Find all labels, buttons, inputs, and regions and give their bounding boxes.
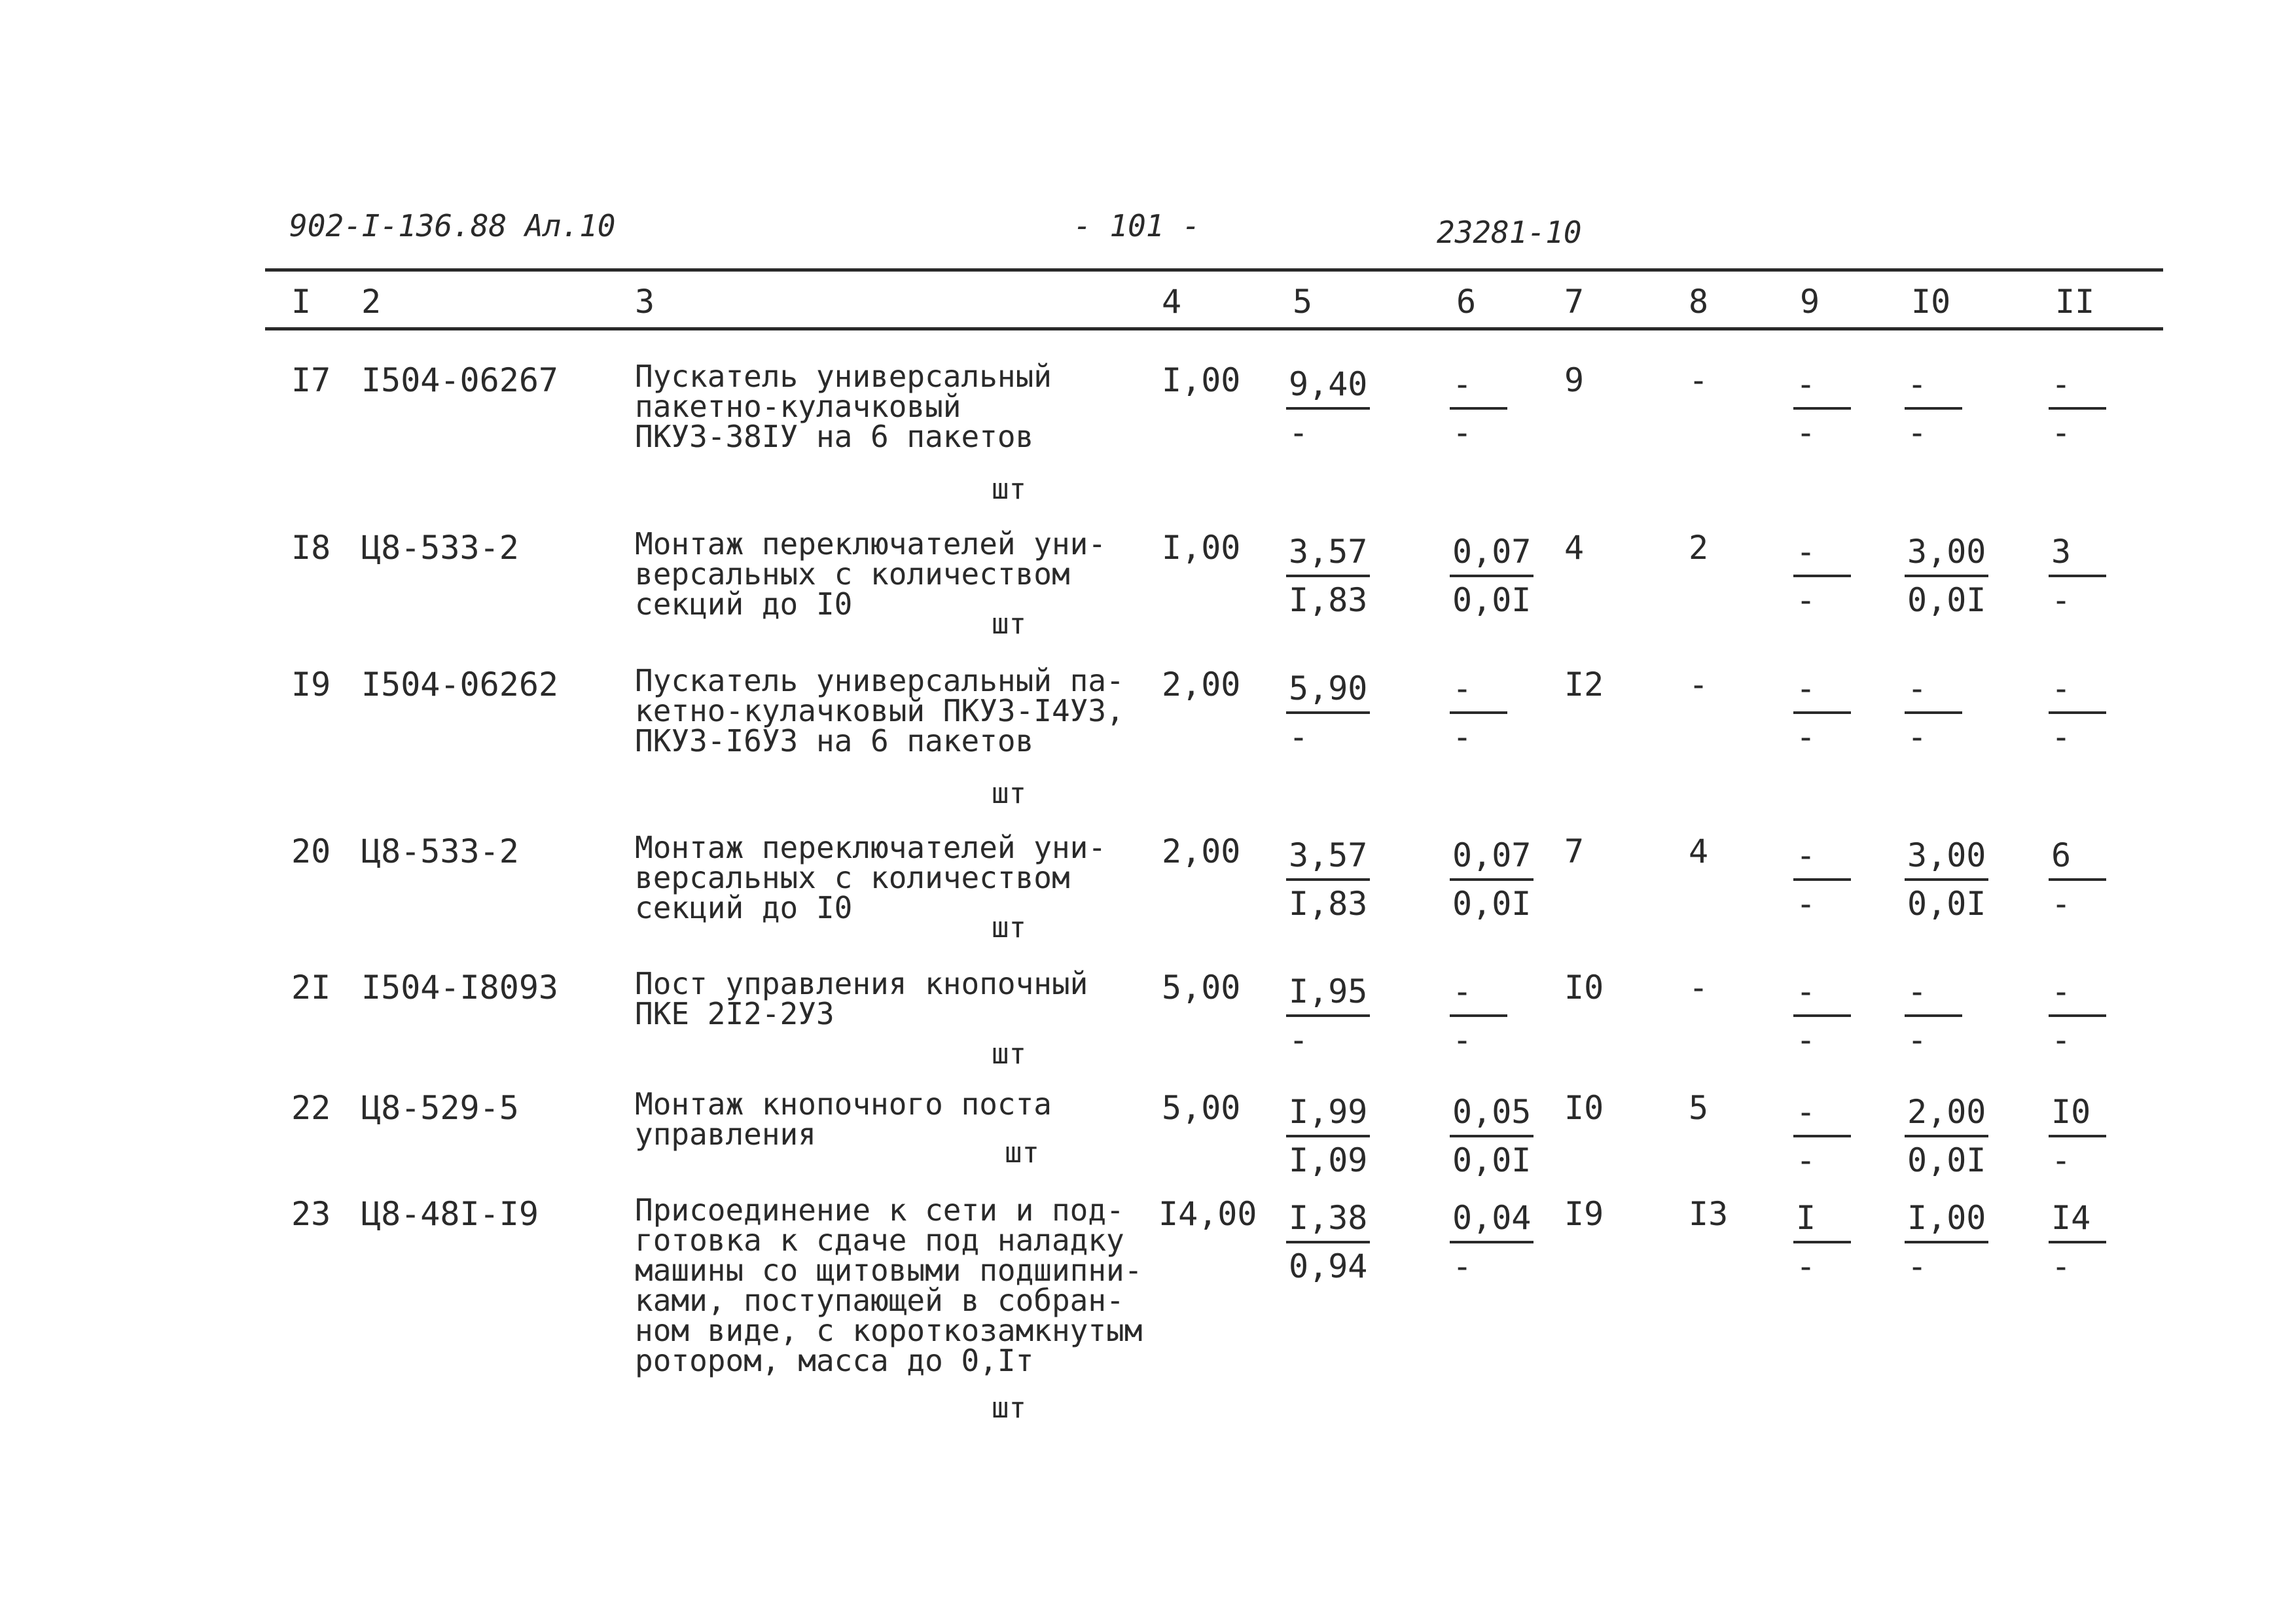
column-header-4: 4: [1162, 283, 1182, 321]
page-number: - 101 -: [1073, 208, 1200, 243]
description-line: ном виде, с короткозамкнутым: [635, 1313, 1143, 1348]
column-header-5: 5: [1293, 283, 1313, 321]
col11-value: [2049, 361, 2106, 455]
col11-value: [2049, 1089, 2106, 1183]
row-number: 2I: [291, 969, 331, 1007]
col6-top: -: [1450, 666, 1507, 714]
col9-bottom: -: [1796, 1141, 1816, 1179]
col8-value: 2: [1689, 529, 1709, 567]
description-line: ПКУЗ-I6УЗ на 6 пакетов: [635, 723, 1034, 758]
col5-top: 3,57: [1286, 529, 1370, 577]
row-number: 23: [291, 1195, 331, 1233]
col9-value: [1793, 969, 1851, 1063]
col9-bottom: -: [1796, 718, 1816, 756]
description-line: управления: [635, 1116, 816, 1152]
unit-label: шт: [992, 1391, 1026, 1425]
description-line: ПКУЗ-38IУ на 6 пакетов: [635, 419, 1034, 454]
row-description: [635, 1086, 1052, 1152]
unit-label: шт: [992, 1037, 1026, 1071]
col6-top: 0,04: [1450, 1195, 1534, 1243]
col11-bottom: -: [2051, 718, 2072, 756]
col8-value: -: [1689, 969, 1709, 1007]
col11-top: I4: [2049, 1195, 2106, 1243]
unit-label: шт: [992, 607, 1026, 641]
col11-value: [2049, 529, 2106, 623]
row-description: [635, 526, 1107, 622]
col5-bottom: -: [1289, 1021, 1309, 1059]
col10-bottom: -: [1907, 1021, 1928, 1059]
table-header-rule: [265, 327, 2163, 330]
col11-top: -: [2049, 361, 2106, 410]
col6-bottom: -: [1452, 1247, 1473, 1285]
col10-value: [1905, 1195, 1988, 1289]
column-header-1: I: [291, 283, 312, 321]
col11-top: -: [2049, 969, 2106, 1017]
col5-top: 3,57: [1286, 832, 1370, 881]
col11-bottom: -: [2051, 581, 2072, 619]
col7-value: I9: [1564, 1195, 1604, 1233]
col8-value: 4: [1689, 832, 1709, 870]
table-top-rule: [265, 268, 2163, 272]
col5-bottom: -: [1289, 414, 1309, 452]
col5-bottom: I,83: [1289, 885, 1368, 923]
column-header-2: 2: [361, 283, 382, 321]
quantity: I,00: [1162, 361, 1241, 399]
col7-value: I2: [1564, 666, 1604, 704]
col11-top: I0: [2049, 1089, 2106, 1137]
col6-bottom: -: [1452, 718, 1473, 756]
col10-bottom: -: [1907, 718, 1928, 756]
row-description: [635, 966, 1088, 1031]
description-line: Пускатель универсальный: [635, 359, 1052, 394]
description-line: версальных с количеством: [635, 860, 1070, 895]
col11-top: -: [2049, 666, 2106, 714]
col11-top: 6: [2049, 832, 2106, 881]
document-code: 902-I-136.88 Ал.10: [289, 208, 616, 243]
col9-top: -: [1793, 969, 1851, 1017]
column-header-10: I0: [1911, 283, 1951, 321]
column-header-3: 3: [635, 283, 655, 321]
col5-top: I,99: [1286, 1089, 1370, 1137]
quantity: I,00: [1162, 529, 1241, 567]
unit-label: шт: [992, 911, 1026, 944]
unit-label: шт: [992, 777, 1026, 810]
quantity: I4,00: [1158, 1195, 1257, 1233]
col11-bottom: -: [2051, 414, 2072, 452]
col8-value: -: [1689, 666, 1709, 704]
col6-top: -: [1450, 969, 1507, 1017]
quantity: 5,00: [1162, 1089, 1241, 1127]
col6-bottom: 0,0I: [1452, 1141, 1532, 1179]
col5-bottom: I,83: [1289, 581, 1368, 619]
col8-value: I3: [1689, 1195, 1729, 1233]
col5-top: 5,90: [1286, 666, 1370, 714]
col9-value: [1793, 832, 1851, 927]
col10-value: [1905, 666, 1962, 760]
col5-bottom: 0,94: [1289, 1247, 1368, 1285]
quantity: 5,00: [1162, 969, 1241, 1007]
unit-label: шт: [992, 473, 1026, 506]
col10-value: [1905, 361, 1962, 455]
row-number: 20: [291, 832, 331, 870]
description-line: Монтаж кнопочного поста: [635, 1086, 1052, 1122]
description-line: Монтаж переключателей уни-: [635, 830, 1107, 865]
col11-top: 3: [2049, 529, 2106, 577]
col10-top: -: [1905, 969, 1962, 1017]
col10-bottom: 0,0I: [1907, 1141, 1986, 1179]
description-line: пакетно-кулачковый: [635, 389, 961, 424]
col6-top: 0,07: [1450, 529, 1534, 577]
col11-value: [2049, 1195, 2106, 1289]
col7-value: 4: [1564, 529, 1585, 567]
column-header-9: 9: [1800, 283, 1820, 321]
col6-top: 0,05: [1450, 1089, 1534, 1137]
col10-top: 2,00: [1905, 1089, 1988, 1137]
col9-value: [1793, 361, 1851, 455]
col5-bottom: -: [1289, 718, 1309, 756]
col9-bottom: -: [1796, 885, 1816, 923]
col5-value: [1286, 529, 1370, 623]
page-header: [0, 0, 2296, 275]
col7-value: 7: [1564, 832, 1585, 870]
archive-number: 23281-10: [1437, 215, 1582, 250]
col5-value: [1286, 832, 1370, 927]
col9-bottom: -: [1796, 414, 1816, 452]
col11-value: [2049, 832, 2106, 927]
unit-label: шт: [1005, 1136, 1039, 1169]
col8-value: -: [1689, 361, 1709, 399]
col6-value: [1450, 832, 1534, 927]
col6-top: 0,07: [1450, 832, 1534, 881]
col9-bottom: -: [1796, 581, 1816, 619]
price-code: Ц8-529-5: [361, 1089, 519, 1127]
row-description: [635, 832, 1106, 923]
col11-value: [2049, 969, 2106, 1063]
col9-top: -: [1793, 529, 1851, 577]
row-number: I9: [291, 666, 331, 704]
col6-bottom: -: [1452, 414, 1473, 452]
row-description: [635, 361, 1052, 452]
col11-bottom: -: [2051, 1141, 2072, 1179]
description-line: готовка к сдаче под наладку: [635, 1222, 1124, 1258]
row-number: 22: [291, 1089, 331, 1127]
col5-top: I,95: [1286, 969, 1370, 1017]
col7-value: I0: [1564, 1089, 1604, 1127]
row-number: I8: [291, 529, 331, 567]
col6-value: [1450, 361, 1507, 455]
col10-bottom: -: [1907, 414, 1928, 452]
col10-bottom: 0,0I: [1907, 581, 1986, 619]
price-code: I504-I8093: [361, 969, 559, 1007]
col6-bottom: 0,0I: [1452, 885, 1532, 923]
col10-value: [1905, 529, 1988, 623]
col11-bottom: -: [2051, 1247, 2072, 1285]
col7-value: I0: [1564, 969, 1604, 1007]
price-code: I504-06262: [361, 666, 559, 704]
column-header-6: 6: [1456, 283, 1477, 321]
col10-top: I,00: [1905, 1195, 1988, 1243]
col6-value: [1450, 529, 1534, 623]
quantity: 2,00: [1162, 832, 1241, 870]
col5-value: [1286, 969, 1370, 1063]
col5-value: [1286, 1195, 1370, 1289]
col5-value: [1286, 666, 1370, 760]
col5-top: I,38: [1286, 1195, 1370, 1243]
col9-top: -: [1793, 832, 1851, 881]
col11-bottom: -: [2051, 885, 2072, 923]
col9-top: -: [1793, 1089, 1851, 1137]
col6-value: [1450, 1195, 1534, 1289]
col9-value: [1793, 666, 1851, 760]
col5-top: 9,40: [1286, 361, 1370, 410]
col10-bottom: 0,0I: [1907, 885, 1986, 923]
col8-value: 5: [1689, 1089, 1709, 1127]
column-header-7: 7: [1564, 283, 1585, 321]
col6-value: [1450, 1089, 1534, 1183]
col11-bottom: -: [2051, 1021, 2072, 1059]
col7-value: 9: [1564, 361, 1585, 399]
col10-value: [1905, 832, 1988, 927]
col10-value: [1905, 1089, 1988, 1183]
description-line: версальных с количеством: [635, 556, 1070, 592]
column-header-11: II: [2055, 283, 2095, 321]
col5-bottom: I,09: [1289, 1141, 1368, 1179]
col6-value: [1450, 969, 1507, 1063]
col5-value: [1286, 1089, 1370, 1183]
row-description: [635, 663, 1124, 758]
description-line: Пускатель универсальный па-: [635, 663, 1124, 698]
description-line: секций до I0: [635, 890, 853, 925]
row-number: I7: [291, 361, 331, 399]
col11-value: [2049, 666, 2106, 760]
col6-bottom: -: [1452, 1021, 1473, 1059]
description-line: ПКЕ 2I2-2УЗ: [635, 996, 834, 1031]
description-line: Присоединение к сети и под-: [635, 1192, 1124, 1228]
description-line: ротором, масса до 0,Iт: [635, 1343, 1034, 1378]
col9-top: -: [1793, 666, 1851, 714]
description-line: ками, поступающей в собран-: [635, 1283, 1124, 1318]
price-code: Ц8-533-2: [361, 529, 519, 567]
col6-top: -: [1450, 361, 1507, 410]
quantity: 2,00: [1162, 666, 1241, 704]
description-line: машины со щитовыми подшипни-: [635, 1253, 1143, 1288]
description-line: Пост управления кнопочный: [635, 966, 1088, 1001]
col9-top: I: [1793, 1195, 1851, 1243]
price-code: I504-06267: [361, 361, 559, 399]
col9-bottom: -: [1796, 1247, 1816, 1285]
col10-top: -: [1905, 361, 1962, 410]
row-description: [635, 1192, 1143, 1378]
col10-bottom: -: [1907, 1247, 1928, 1285]
col10-top: 3,00: [1905, 832, 1988, 881]
col9-value: [1793, 1089, 1851, 1183]
column-header-8: 8: [1689, 283, 1709, 321]
col6-value: [1450, 666, 1507, 760]
col10-top: 3,00: [1905, 529, 1988, 577]
col9-value: [1793, 1195, 1851, 1289]
price-code: Ц8-48I-I9: [361, 1195, 539, 1233]
description-line: Монтаж переключателей уни-: [635, 526, 1107, 562]
col9-top: -: [1793, 361, 1851, 410]
price-code: Ц8-533-2: [361, 832, 519, 870]
col10-top: -: [1905, 666, 1962, 714]
col9-bottom: -: [1796, 1021, 1816, 1059]
col10-value: [1905, 969, 1962, 1063]
col9-value: [1793, 529, 1851, 623]
col5-value: [1286, 361, 1370, 455]
description-line: кетно-кулачковый ПКУЗ-I4УЗ,: [635, 693, 1124, 728]
description-line: секций до I0: [635, 586, 853, 622]
col6-bottom: 0,0I: [1452, 581, 1532, 619]
